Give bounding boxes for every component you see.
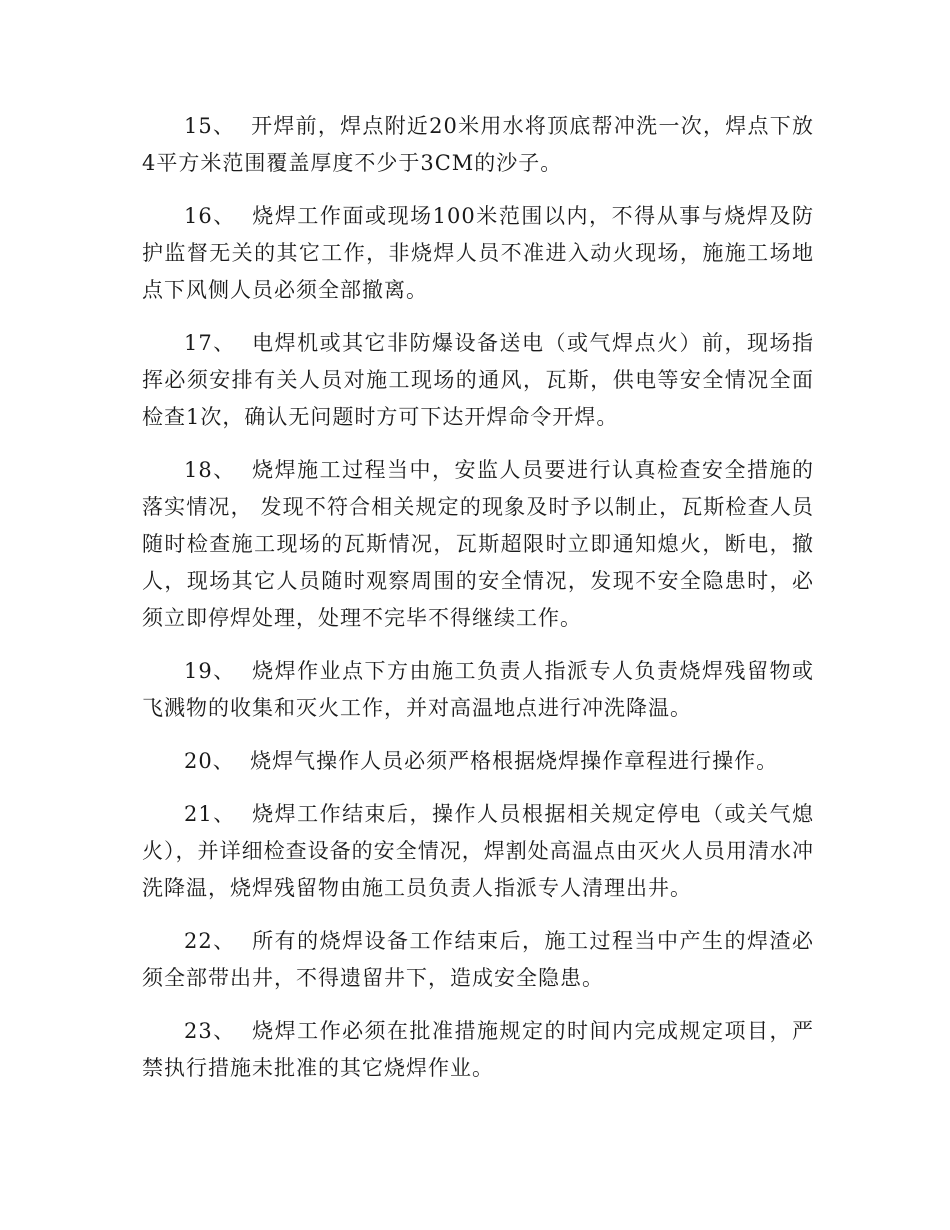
item-number: 21、 bbox=[184, 802, 236, 826]
paragraph-17 bbox=[142, 325, 814, 436]
item-number: 15、 bbox=[184, 114, 236, 138]
paragraph-21 bbox=[142, 796, 814, 907]
paragraph-text: 所有的烧焊设备工作结束后，施工过程当中产生的焊渣必须全部带出井，不得遗留井下，造成安全隐患。 bbox=[142, 929, 814, 990]
paragraph-text: 烧焊作业点下方由施工负责人指派专人负责烧焊残留物或飞溅物的收集和灭火工作，并对高温地点进行冲洗降温。 bbox=[142, 659, 814, 720]
paragraph-16 bbox=[142, 198, 814, 309]
item-number: 16、 bbox=[184, 204, 236, 228]
paragraph-text: 电焊机或其它非防爆设备送电（或气焊点火）前，现场指挥必须安排有关人员对施工现场的通风，瓦斯，供电等安全情况全面检查1次，确认无问题时方可下达开焊命令开焊。 bbox=[142, 331, 814, 429]
paragraph-text: 烧焊工作面或现场100米范围以内，不得从事与烧焊及防护监督无关的其它工作，非烧焊人员不准进入动火现场，施施工场地点下风侧人员必须全部撤离。 bbox=[142, 204, 814, 302]
paragraph-text: 烧焊工作结束后，操作人员根据相关规定停电（或关气熄火），并详细检查设备的安全情况，焊割处高温点由灭火人员用清水冲洗降温，烧焊残留物由施工员负责人指派专人清理出井。 bbox=[142, 802, 814, 900]
paragraph-18 bbox=[142, 452, 814, 637]
paragraph-19 bbox=[142, 653, 814, 727]
paragraph-text: 烧焊工作必须在批准措施规定的时间内完成规定项目，严禁执行措施未批准的其它烧焊作业。 bbox=[142, 1019, 814, 1080]
item-number: 23、 bbox=[184, 1019, 236, 1043]
paragraph-text: 开焊前，焊点附近20米用水将顶底帮冲洗一次，焊点下放4平方米范围覆盖厚度不少于3CM的沙子。 bbox=[142, 114, 814, 175]
paragraph-text: 烧焊施工过程当中，安监人员要进行认真检查安全措施的落实情况， 发现不符合相关规定的现象及时予以制止，瓦斯检查人员随时检查施工现场的瓦斯情况，瓦斯超限时立即通知熄火，断电，撤人，现场其它人员随时观察周围的安全情况，发现不安全隐患时，必须立即停焊处理，处理不完毕不得继续工作。 bbox=[142, 458, 814, 630]
paragraph-22 bbox=[142, 923, 814, 997]
item-number: 17、 bbox=[184, 331, 236, 355]
paragraph-text: 烧焊气操作人员必须严格根据烧焊操作章程进行操作。 bbox=[250, 749, 779, 773]
item-number: 22、 bbox=[184, 929, 236, 953]
item-number: 19、 bbox=[184, 659, 236, 683]
paragraph-15 bbox=[142, 108, 814, 182]
document-body bbox=[142, 108, 814, 1103]
paragraph-20 bbox=[142, 743, 814, 780]
item-number: 20、 bbox=[184, 749, 235, 773]
item-number: 18、 bbox=[184, 458, 236, 482]
paragraph-23 bbox=[142, 1013, 814, 1087]
